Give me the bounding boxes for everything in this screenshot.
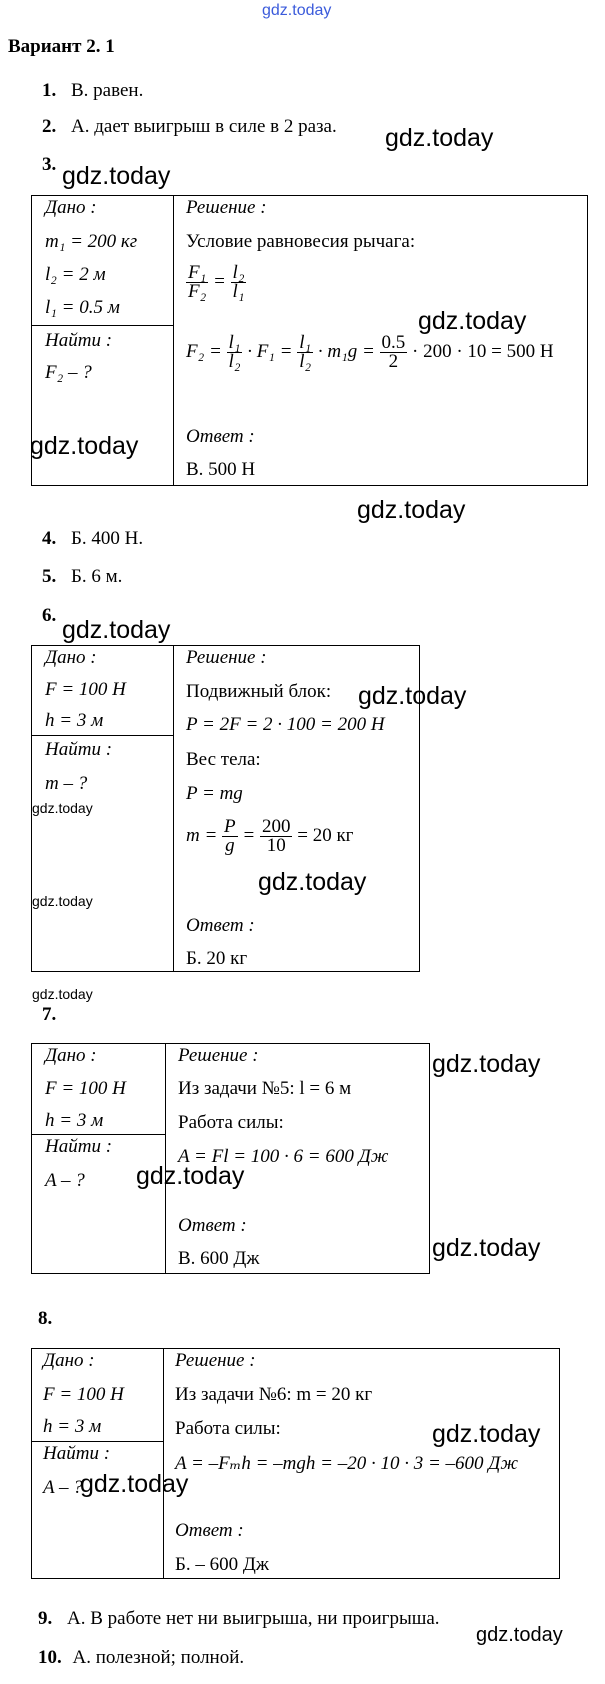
given-item: h = 3 м — [43, 1416, 102, 1437]
watermark: gdz.today — [432, 1420, 541, 1448]
answer-label: Ответ : — [186, 426, 255, 447]
solution-label: Решение : — [186, 197, 267, 218]
solution-label: Решение : — [175, 1350, 256, 1371]
answer-number: 1. — [42, 80, 57, 101]
answer-label: Ответ : — [186, 915, 255, 936]
solution-line: Подвижный блок: — [186, 681, 332, 702]
solution-line: Работа силы: — [178, 1112, 284, 1133]
watermark: gdz.today — [80, 1470, 189, 1498]
problem-6-number: 6. — [42, 605, 57, 626]
solution-line: Условие равновесия рычага: — [186, 231, 416, 252]
answer-value: В. 600 Дж — [178, 1248, 260, 1269]
watermark: gdz.today — [358, 682, 467, 710]
find-label: Найти : — [45, 1136, 113, 1157]
answer-number: 2. — [42, 116, 57, 137]
find-label: Найти : — [45, 330, 113, 351]
answer-2 — [42, 116, 337, 138]
answer-4: 4. Б. 400 Н. — [42, 528, 144, 549]
watermark: gdz.today — [62, 616, 171, 644]
given-label: Дано : — [45, 647, 97, 668]
problem-8-number: 8. — [38, 1308, 53, 1329]
answer-5: 5. Б. 6 м. — [42, 566, 123, 587]
problem-7-number: 7. — [42, 1004, 57, 1025]
watermark: gdz.today — [432, 1050, 541, 1078]
watermark: gdz.today — [32, 986, 93, 1002]
answer-1 — [42, 80, 143, 102]
given-item: F = 100 Н — [45, 1078, 126, 1099]
solution-line: A = –Fₘh = –mgh = –20 · 10 · 3 = –600 Дж — [175, 1453, 519, 1474]
solution-line: Из задачи №5: l = 6 м — [178, 1078, 352, 1099]
given-item: m₁ = 200 кг — [45, 231, 138, 252]
given-label: Дано : — [43, 1350, 95, 1371]
watermark: gdz.today — [62, 162, 171, 190]
watermark: gdz.today — [30, 432, 139, 460]
watermark: gdz.today — [32, 800, 93, 816]
find-item: A – ? — [43, 1477, 83, 1498]
solution-line: Работа силы: — [175, 1418, 281, 1439]
watermark: gdz.today — [32, 893, 93, 909]
given-item: F = 100 Н — [45, 679, 126, 700]
find-item: m – ? — [45, 773, 88, 794]
answer-value: Б. – 600 Дж — [175, 1554, 269, 1575]
find-label: Найти : — [43, 1443, 111, 1464]
find-item: F₂ – ? — [45, 362, 92, 383]
watermark: gdz.today — [258, 868, 367, 896]
ratio-formula: $\frac{\text{F₁}}{\text{F₂}}$ = $\frac{\text{l₂}}{\text{l₁}}$ — [188, 262, 245, 302]
given-item: h = 3 м — [45, 710, 104, 731]
find-label: Найти : — [45, 739, 113, 760]
given-label: Дано : — [45, 197, 97, 218]
given-item: l₂ = 2 м — [45, 264, 106, 285]
calc-formula: F₂ = $\frac{\text{l₁}}{\text{l₂}}$ · F₁ = $\frac{\text{l₁}}{\text{l₂}}$ · m₁g = $\frac{0.5}{2}$ · 200 · 10 = 500 Н — [186, 332, 554, 372]
problem-3-number: 3. — [42, 154, 57, 175]
watermark: gdz.today — [357, 496, 466, 524]
answer-text: В. равен. — [71, 80, 144, 101]
answer-10: 10. А. полезной; полной. — [38, 1647, 245, 1668]
given-label: Дано : — [45, 1045, 97, 1066]
answer-label: Ответ : — [178, 1215, 247, 1236]
solution-label: Решение : — [178, 1045, 259, 1066]
answer-value: В. 500 Н — [186, 459, 256, 480]
solution-line: P = 2F = 2 · 100 = 200 Н — [186, 714, 385, 735]
watermark: gdz.today — [476, 1624, 563, 1646]
answer-value: Б. 20 кг — [186, 948, 248, 969]
given-item: F = 100 Н — [43, 1384, 124, 1405]
find-item: A – ? — [45, 1170, 85, 1191]
mass-formula: m = $\frac{P}{g}$ = $\frac{200}{10}$ = 20 кг — [186, 816, 354, 856]
solution-line: Из задачи №6: m = 20 кг — [175, 1384, 373, 1405]
answer-9: 9. А. В работе нет ни выигрыша, ни проигрыша. — [38, 1608, 440, 1629]
watermark: gdz.today — [385, 124, 494, 152]
given-item: l₁ = 0.5 м — [45, 297, 120, 318]
watermark: gdz.today — [136, 1162, 245, 1190]
watermark-top: gdz.today — [262, 2, 332, 19]
solution-line: P = mg — [186, 783, 243, 804]
watermark: gdz.today — [418, 307, 527, 335]
solution-line: Вес тела: — [186, 749, 261, 770]
page-title: Вариант 2. 1 — [8, 36, 115, 57]
solution-line: A = Fl = 100 · 6 = 600 Дж — [178, 1146, 389, 1167]
answer-label: Ответ : — [175, 1520, 244, 1541]
given-item: h = 3 м — [45, 1110, 104, 1131]
watermark: gdz.today — [432, 1234, 541, 1262]
answer-text: А. дает выигрыш в силе в 2 раза. — [71, 116, 337, 137]
solution-label: Решение : — [186, 647, 267, 668]
